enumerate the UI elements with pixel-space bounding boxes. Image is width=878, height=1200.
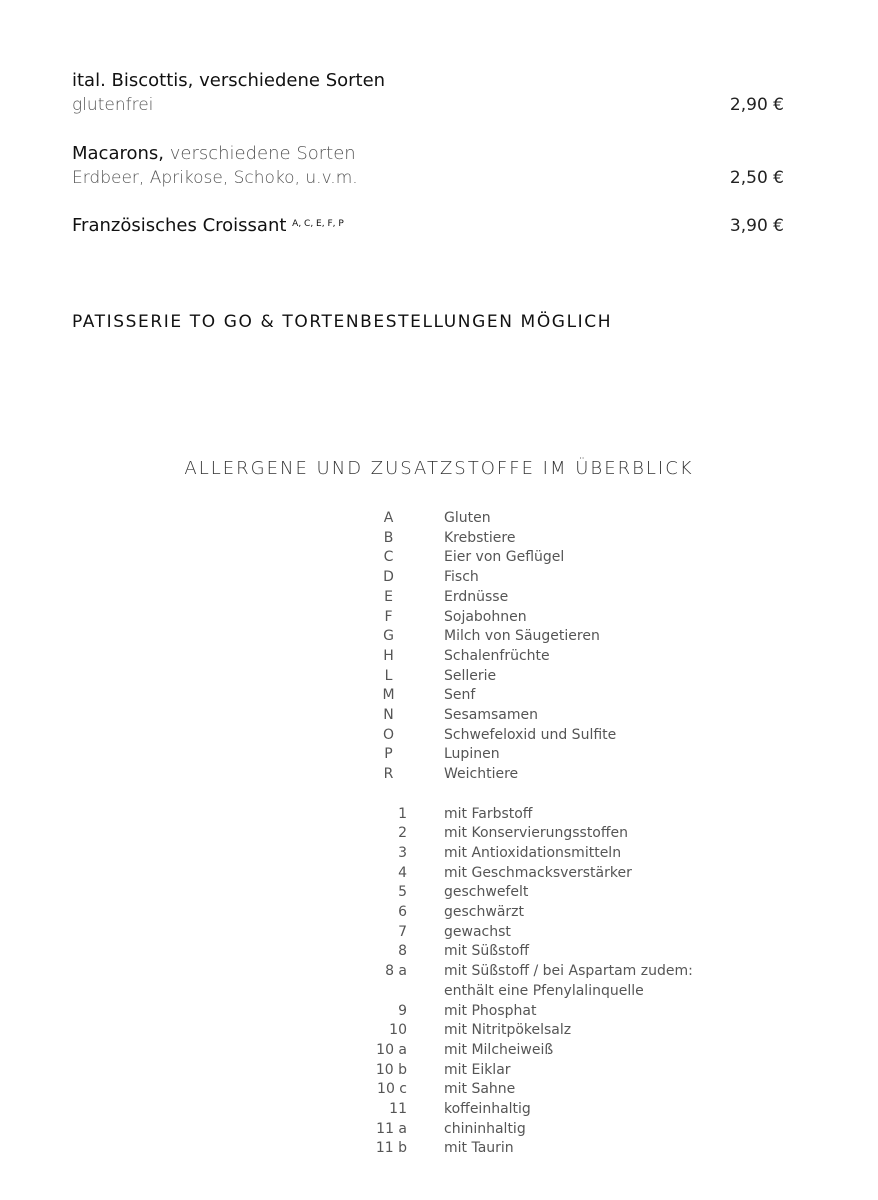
allergen-row [370, 588, 730, 608]
legend-code: 11 b [375, 1140, 407, 1157]
menu-item-biscottis [72, 69, 784, 117]
legend-code [370, 982, 407, 1002]
legend-label: mit Konservierungsstoffen [444, 825, 629, 842]
legend-label: mit Farbstoff [444, 805, 533, 822]
legend-code: M [382, 687, 395, 704]
legend-label: mit Nitritpökelsalz [444, 1022, 572, 1039]
legend-label: koffeinhaltig [444, 1101, 531, 1118]
additive-row [370, 864, 730, 884]
additive-row [370, 1139, 730, 1159]
legend-code: O [382, 726, 395, 743]
legend-code: 1 [398, 805, 407, 822]
additive-row [370, 805, 730, 825]
legend-label: Sesamsamen [444, 707, 539, 724]
additive-row [370, 1002, 730, 1022]
legend-code: C [383, 549, 394, 566]
additive-row [370, 1041, 730, 1061]
item-title [72, 142, 784, 166]
legend-label: mit Taurin [444, 1140, 514, 1157]
menu-item-croissant [72, 214, 784, 238]
legend-label: mit Süßstoff / bei Aspartam zudem: [444, 963, 693, 980]
item-description: Erdbeer, Aprikose, Schoko, u.v.m. [72, 168, 358, 188]
legend-label: Schwefeloxid und Sulfite [444, 726, 617, 743]
legend-code: 10 b [375, 1061, 407, 1078]
legend-label: enthält eine Pfenylalinquelle [444, 982, 644, 999]
menu-item-macarons [72, 142, 784, 190]
allergen-row [370, 667, 730, 687]
legend-label: Lupinen [444, 746, 500, 763]
legend-code: 5 [398, 884, 407, 901]
legend-code: 10 c [377, 1081, 407, 1098]
item-description: glutenfrei [72, 95, 154, 115]
allergen-row [370, 765, 730, 785]
item-price: 2,90 € [729, 95, 784, 115]
additive-row [370, 903, 730, 923]
additive-row [370, 844, 730, 864]
item-title: ital. Biscottis, verschiedene Sorten [72, 70, 386, 91]
additive-row [370, 982, 730, 1002]
allergen-row [370, 608, 730, 628]
legend-code: 10 a [376, 1041, 407, 1058]
legend-code: 8 a [385, 963, 407, 980]
legend-label: chininhaltig [444, 1120, 526, 1137]
allergen-row [370, 686, 730, 706]
legend-code: 2 [398, 825, 407, 842]
legend-code: 4 [398, 864, 407, 881]
legend-code: L [384, 667, 393, 684]
legend-label: Schalenfrüchte [444, 647, 550, 664]
item-title-rest: verschiedene Sorten [164, 143, 356, 164]
allergen-legend [370, 509, 730, 1159]
legend-code: N [383, 707, 394, 724]
legend-label: mit Milcheiweiß [444, 1041, 554, 1058]
additive-row [370, 942, 730, 962]
item-price: 3,90 € [729, 216, 784, 236]
legend-code: P [384, 746, 393, 763]
legend-label: Fisch [444, 569, 479, 586]
item-title-strong: Macarons, [72, 143, 165, 164]
legend-label: geschwefelt [444, 884, 529, 901]
allergen-row [370, 647, 730, 667]
additive-row [370, 1061, 730, 1081]
legend-label: geschwärzt [444, 904, 524, 921]
additive-list [370, 805, 730, 1160]
additive-row [370, 962, 730, 982]
allergen-row [370, 529, 730, 549]
allergen-row [370, 726, 730, 746]
legend-code: 6 [398, 904, 407, 921]
additive-row [370, 1100, 730, 1120]
legend-label: Sellerie [444, 667, 497, 684]
legend-spacer [370, 785, 730, 805]
legend-label: Gluten [444, 510, 491, 526]
legend-code: A [383, 510, 394, 526]
legend-code: 9 [398, 1002, 407, 1019]
legend-label: mit Phosphat [444, 1002, 537, 1019]
legend-code: F [384, 608, 393, 625]
legend-code: 7 [398, 923, 407, 940]
legend-code: G [383, 628, 394, 645]
legend-code: E [384, 588, 393, 605]
allergen-row [370, 548, 730, 568]
allergen-list [370, 509, 730, 785]
legend-label: Milch von Säugetieren [444, 628, 600, 645]
additive-row [370, 1080, 730, 1100]
additive-row [370, 824, 730, 844]
additive-row [370, 883, 730, 903]
additive-row [370, 1120, 730, 1140]
legend-code: H [383, 647, 394, 664]
legend-label: Weichtiere [444, 766, 519, 783]
allergen-row [370, 509, 730, 529]
legend-label: mit Antioxidationsmitteln [444, 844, 622, 861]
legend-label: mit Sahne [444, 1081, 516, 1098]
legend-code: R [383, 766, 394, 783]
item-title-text: Französisches Croissant [72, 215, 287, 236]
allergen-row [370, 627, 730, 647]
patisserie-note: PATISSERIE TO GO & TORTENBESTELLUNGEN MÖGLICH [72, 312, 613, 332]
item-title [72, 214, 784, 238]
legend-code: D [383, 569, 394, 586]
additive-row [370, 1021, 730, 1041]
legend-code: 3 [398, 844, 407, 861]
legend-code: 11 [389, 1101, 407, 1118]
additive-row [370, 923, 730, 943]
legend-code: 11 a [376, 1120, 407, 1137]
legend-code: 8 [398, 943, 407, 960]
legend-label: gewachst [444, 923, 511, 940]
legend-label: Krebstiere [444, 529, 516, 546]
legend-label: Erdnüsse [444, 588, 509, 605]
item-price: 2,50 € [729, 168, 784, 188]
legend-label: Senf [444, 687, 476, 704]
allergen-heading: ALLERGENE UND ZUSATZSTOFFE IM ÜBERBLICK [184, 458, 694, 479]
legend-label: mit Eiklar [444, 1061, 511, 1078]
legend-label: mit Geschmacksverstärker [444, 864, 632, 881]
allergen-row [370, 745, 730, 765]
legend-code: B [383, 529, 394, 546]
allergen-row [370, 568, 730, 588]
allergen-codes: A, C, E, F, P [292, 219, 344, 229]
legend-label: Sojabohnen [444, 608, 527, 625]
legend-label: Eier von Geflügel [444, 549, 565, 566]
allergen-row [370, 706, 730, 726]
legend-code: 10 [389, 1022, 407, 1039]
legend-label: mit Süßstoff [444, 943, 530, 960]
